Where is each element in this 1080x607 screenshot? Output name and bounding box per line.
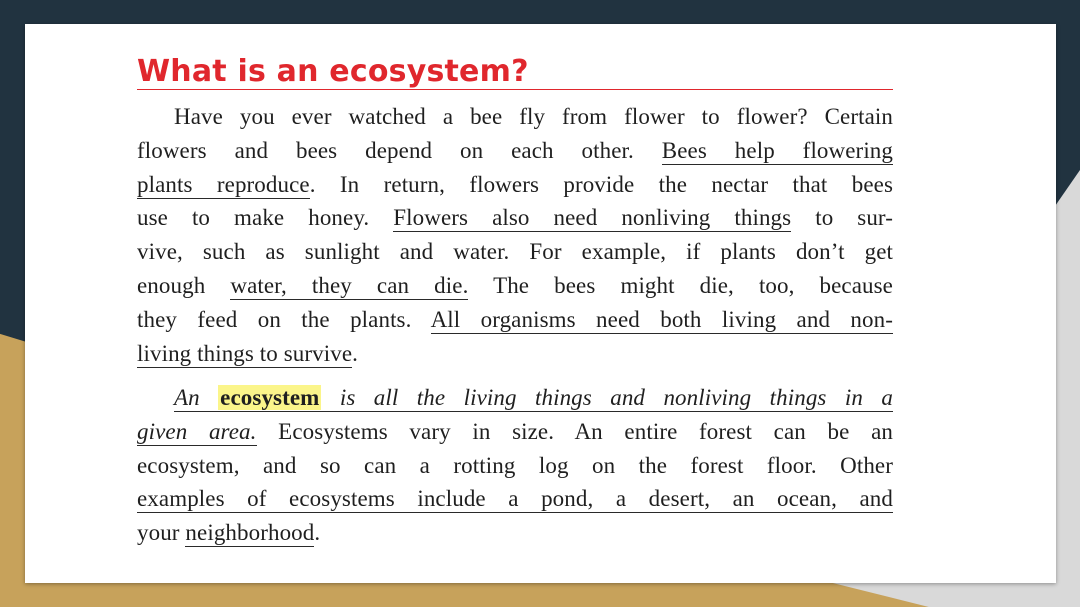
paragraph-2: [137, 381, 893, 550]
text-line: [137, 449, 893, 483]
text-span: . In return, flowers provide the nectar that bees: [309, 171, 894, 197]
text-span: they feed on the plants.: [137, 306, 412, 332]
underlined-text: living things to survive: [137, 340, 353, 366]
text-span: vive, such as sunlight and water. For example, if plants don’t get: [137, 239, 893, 265]
underlined-text: neighborhood: [185, 520, 315, 546]
text-line: [137, 415, 893, 449]
definition-text: is all the living things and nonliving things in a: [339, 385, 893, 410]
text-span: ecosystem, and so can a rotting log on the forest floor. Other: [137, 452, 893, 478]
text-line: [137, 168, 893, 202]
underlined-text: examples of ecosystems include a pond, a desert, an ocean, and: [137, 486, 893, 512]
text-span: The bees might die, too, because: [493, 272, 893, 298]
text-span: to sur-: [815, 205, 893, 231]
text-span: enough: [137, 272, 206, 298]
slide-page: [25, 24, 1056, 583]
text-line: [137, 303, 893, 337]
underlined-text: water, they can die.: [230, 272, 469, 298]
text-line: [137, 100, 893, 134]
text-line: [137, 516, 893, 550]
text-span: .: [314, 520, 321, 546]
definition-text: given area.: [137, 418, 257, 444]
text-span: use to make honey.: [137, 205, 370, 231]
text-line: [137, 201, 893, 235]
page-title: What is an ecosystem?: [137, 54, 529, 89]
text-line: [137, 235, 893, 269]
text-span: Ecosystems vary in size. An entire forest can be an: [278, 418, 893, 444]
underlined-text: Flowers also need nonliving things: [393, 205, 792, 231]
underlined-text: Bees help flowering: [661, 137, 894, 163]
text-line: [137, 337, 893, 371]
text-span: flowers and bees depend on each other.: [137, 137, 634, 163]
definition-text: An: [174, 385, 200, 410]
text-line: [137, 381, 893, 415]
text-span: .: [352, 340, 359, 366]
text-span: Have you ever watched a bee fly from flower to flower? Certain: [174, 104, 893, 129]
title-underline: [137, 89, 893, 90]
text-line: [137, 134, 893, 168]
underlined-text: plants reproduce: [137, 171, 310, 197]
text-line: [137, 482, 893, 516]
text-span: your: [137, 520, 180, 546]
text-line: [137, 269, 893, 303]
paragraph-1: [137, 100, 893, 370]
highlighted-term: ecosystem: [220, 385, 320, 410]
underlined-text: All organisms need both living and non-: [430, 306, 893, 332]
